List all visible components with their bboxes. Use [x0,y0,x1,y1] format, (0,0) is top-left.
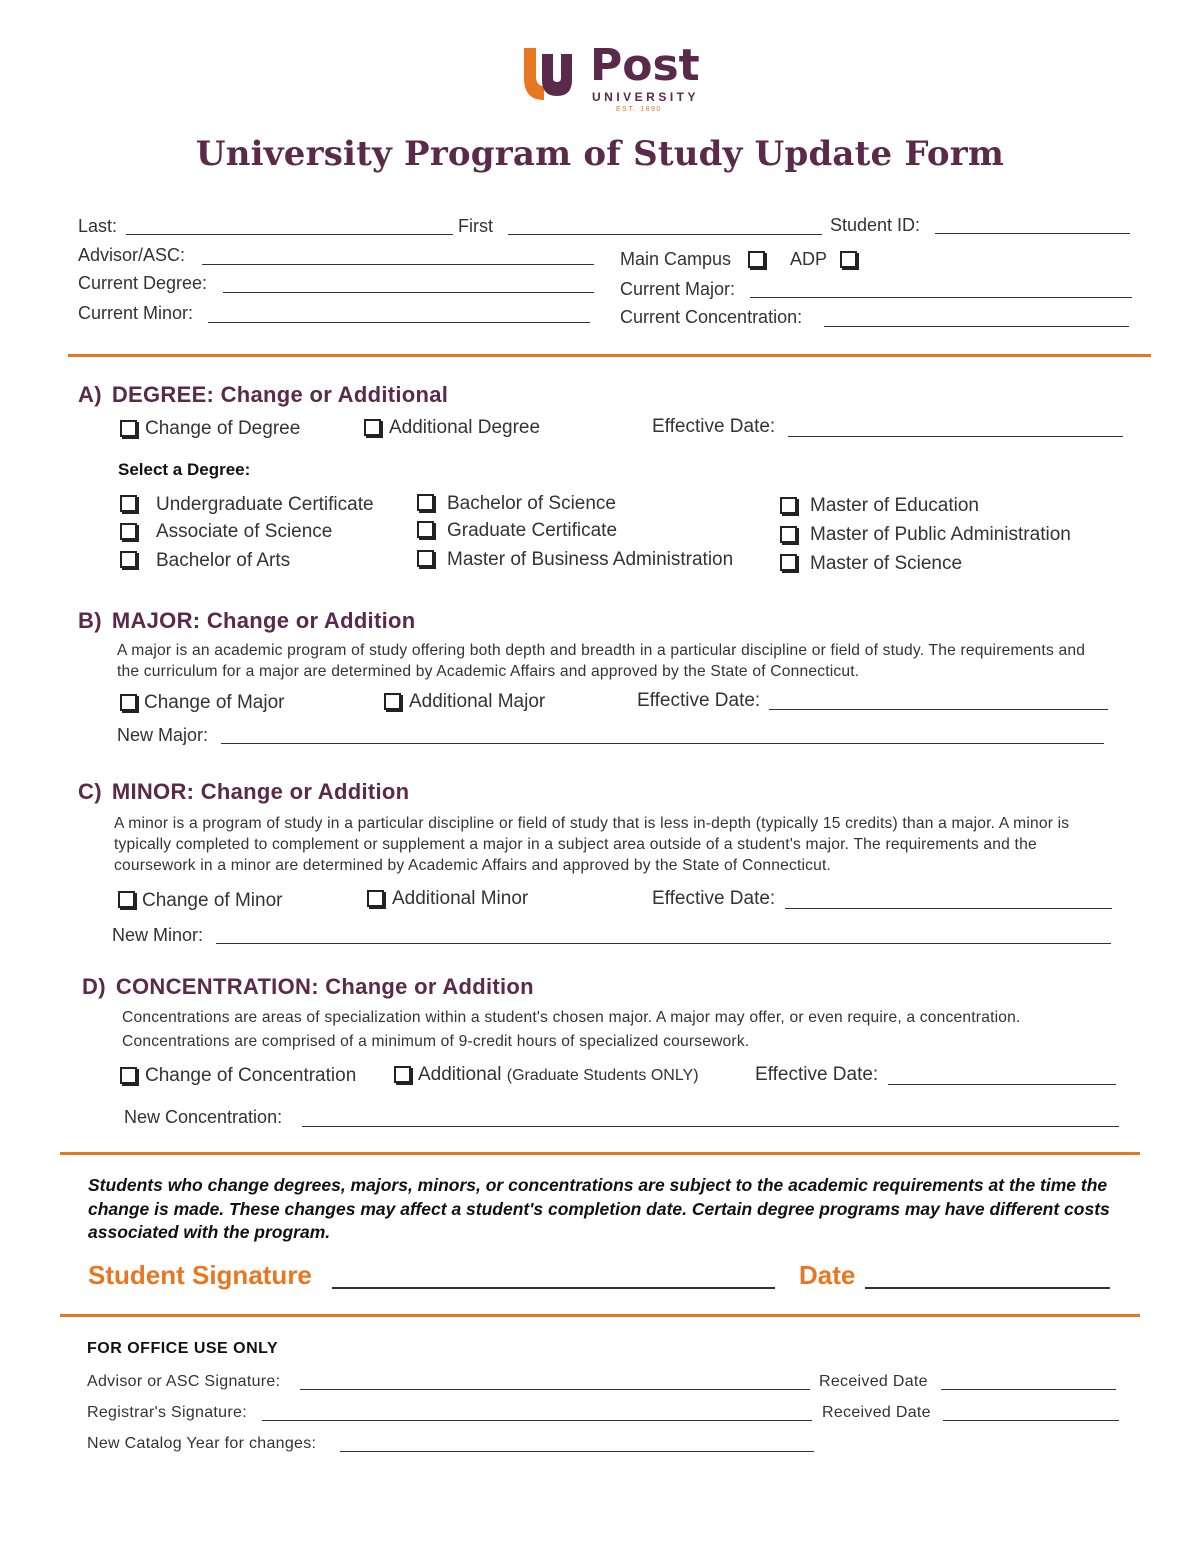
catalog-year-field[interactable] [340,1451,814,1452]
degree-option: Graduate Certificate [447,520,618,541]
logo-name: Post [590,40,700,91]
logo [520,42,720,117]
new-minor-label: New Minor: [112,925,204,945]
first-label: First [458,216,493,236]
last-label: Last: [78,216,118,236]
degree-checkbox[interactable] [780,526,797,543]
student-id-label: Student ID: [830,215,921,235]
degree-option: Undergraduate Certificate [156,494,374,515]
concentration-effective-date-label: Effective Date: [755,1064,879,1085]
degree-option: Master of Education [810,495,979,516]
first-name-field[interactable] [508,234,822,235]
main-campus-label: Main Campus [620,249,732,269]
received-date-label: Received Date [822,1404,931,1421]
additional-minor-checkbox[interactable] [367,890,384,907]
advisor-signature-label: Advisor or ASC Signature: [87,1373,281,1390]
degree-option: Bachelor of Science [447,493,616,514]
degree-effective-date-label: Effective Date: [652,416,776,437]
section-b-letter: B) [78,608,102,633]
degree-checkbox[interactable] [780,554,797,571]
additional-concentration-text: Additional [418,1064,502,1085]
new-major-field[interactable] [221,743,1104,744]
logo-subtitle: UNIVERSITY [592,90,700,104]
current-concentration-label: Current Concentration: [620,307,803,327]
degree-checkbox[interactable] [120,551,137,568]
additional-major-checkbox[interactable] [384,693,401,710]
change-of-concentration-checkbox[interactable] [120,1067,137,1084]
current-concentration-field[interactable] [824,326,1129,327]
logo-est: EST. 1890 [616,106,662,113]
advisor-received-date-field[interactable] [941,1389,1116,1390]
page-title: University Program of Study Update Form [195,134,1005,174]
catalog-year-label: New Catalog Year for changes: [87,1435,317,1452]
section-c-letter: C) [78,779,102,804]
adp-label: ADP [790,249,828,269]
graduate-only-note: (Graduate Students ONLY) [506,1067,699,1084]
current-major-field[interactable] [750,297,1132,298]
change-of-minor-label: Change of Minor [142,890,283,911]
major-effective-date-label: Effective Date: [637,690,761,711]
advisor-label: Advisor/ASC: [78,245,186,265]
section-a-letter: A) [78,382,102,407]
section-c-heading [78,779,409,805]
current-minor-label: Current Minor: [78,303,194,323]
office-use-heading: FOR OFFICE USE ONLY [87,1340,279,1357]
registrar-received-date-field[interactable] [943,1420,1119,1421]
new-minor-field[interactable] [216,943,1111,944]
major-effective-date-field[interactable] [769,709,1108,710]
section-b-heading [78,608,416,634]
student-signature-label: Student Signature [88,1260,312,1290]
section-d-title: CONCENTRATION: Change or Addition [115,974,534,999]
additional-major-label: Additional Major [409,691,546,712]
additional-concentration-checkbox[interactable] [394,1066,411,1083]
degree-checkbox[interactable] [780,497,797,514]
degree-checkbox[interactable] [417,550,434,567]
section-c-title: MINOR: Change or Addition [111,779,410,804]
change-of-degree-label: Change of Degree [145,418,301,439]
advisor-field[interactable] [202,264,594,265]
change-of-concentration-label: Change of Concentration [145,1065,357,1086]
concentration-effective-date-field[interactable] [888,1084,1116,1085]
degree-option: Master of Science [810,553,963,574]
change-of-major-checkbox[interactable] [120,694,137,711]
divider [60,1314,1140,1317]
main-campus-checkbox[interactable] [748,251,765,268]
change-of-minor-checkbox[interactable] [118,891,135,908]
student-signature-field[interactable] [332,1287,775,1289]
change-of-degree-checkbox[interactable] [120,420,137,437]
concentration-description: Concentrations are areas of specialization within a student's chosen major. A major may offer, or even require, a concentration. Concentrations are comprised of a minimum of 9-credit hours of specialized coursework. [122,1009,1021,1050]
change-of-major-label: Change of Major [144,692,285,713]
degree-option: Master of Business Administration [447,549,734,570]
degree-checkbox[interactable] [120,523,137,540]
notice-text: Students who change degrees, majors, minors, or concentrations are subject to the academic requirements at the time the change is made. These changes may affect a student's completion date. Certain degree programs may have different costs associated with the program. [88,1175,1110,1242]
registrar-signature-label: Registrar's Signature: [87,1404,247,1421]
divider [60,1152,1140,1155]
additional-minor-label: Additional Minor [392,888,529,909]
additional-degree-label: Additional Degree [389,417,541,438]
minor-effective-date-field[interactable] [785,908,1112,909]
new-concentration-field[interactable] [302,1126,1119,1127]
degree-option: Bachelor of Arts [156,550,291,571]
current-degree-field[interactable] [223,292,594,293]
degree-option: Master of Public Administration [810,524,1071,545]
last-name-field[interactable] [126,234,453,235]
current-degree-label: Current Degree: [78,273,208,293]
section-a-heading [78,382,448,408]
post-university-logo-icon [520,44,584,108]
current-major-label: Current Major: [620,279,736,299]
current-minor-field[interactable] [208,322,590,323]
received-date-label: Received Date [819,1373,928,1390]
minor-effective-date-label: Effective Date: [652,888,776,909]
advisor-signature-field[interactable] [300,1389,810,1390]
student-id-field[interactable] [935,233,1130,234]
section-d-heading [82,974,534,1000]
section-d-letter: D) [82,974,106,999]
new-major-label: New Major: [117,725,209,745]
section-a-title: DEGREE: Change or Additional [111,382,449,407]
major-description: A major is an academic program of study offering both depth and breadth in a particular discipline or field of study. The requirements and the curriculum for a major are determined by Academic Affairs and approved by the State of Connecticut. [117,642,1086,680]
section-b-title: MAJOR: Change or Addition [111,608,416,633]
degree-effective-date-field[interactable] [788,436,1123,437]
signature-date-label: Date [799,1260,856,1290]
degree-option: Associate of Science [156,521,333,542]
divider [68,354,1151,357]
signature-date-field[interactable] [865,1287,1110,1289]
new-concentration-label: New Concentration: [124,1107,283,1127]
degree-checkbox[interactable] [417,494,434,511]
degree-checkbox[interactable] [120,495,137,512]
degree-checkbox[interactable] [417,521,434,538]
registrar-signature-field[interactable] [262,1420,812,1421]
minor-description: A minor is a program of study in a particular discipline or field of study that is less in-depth (typically 15 credits) than a major. A minor is typically completed to complement or supplement a major in a subject area outside of a student's major. The requirements and the coursework in a minor are determined by Academic Affairs and approved by the State of Connecticut. [114,815,1070,874]
select-degree-label: Select a Degree: [118,460,251,479]
additional-concentration-label [418,1064,699,1086]
additional-degree-checkbox[interactable] [364,419,381,436]
adp-checkbox[interactable] [840,251,857,268]
